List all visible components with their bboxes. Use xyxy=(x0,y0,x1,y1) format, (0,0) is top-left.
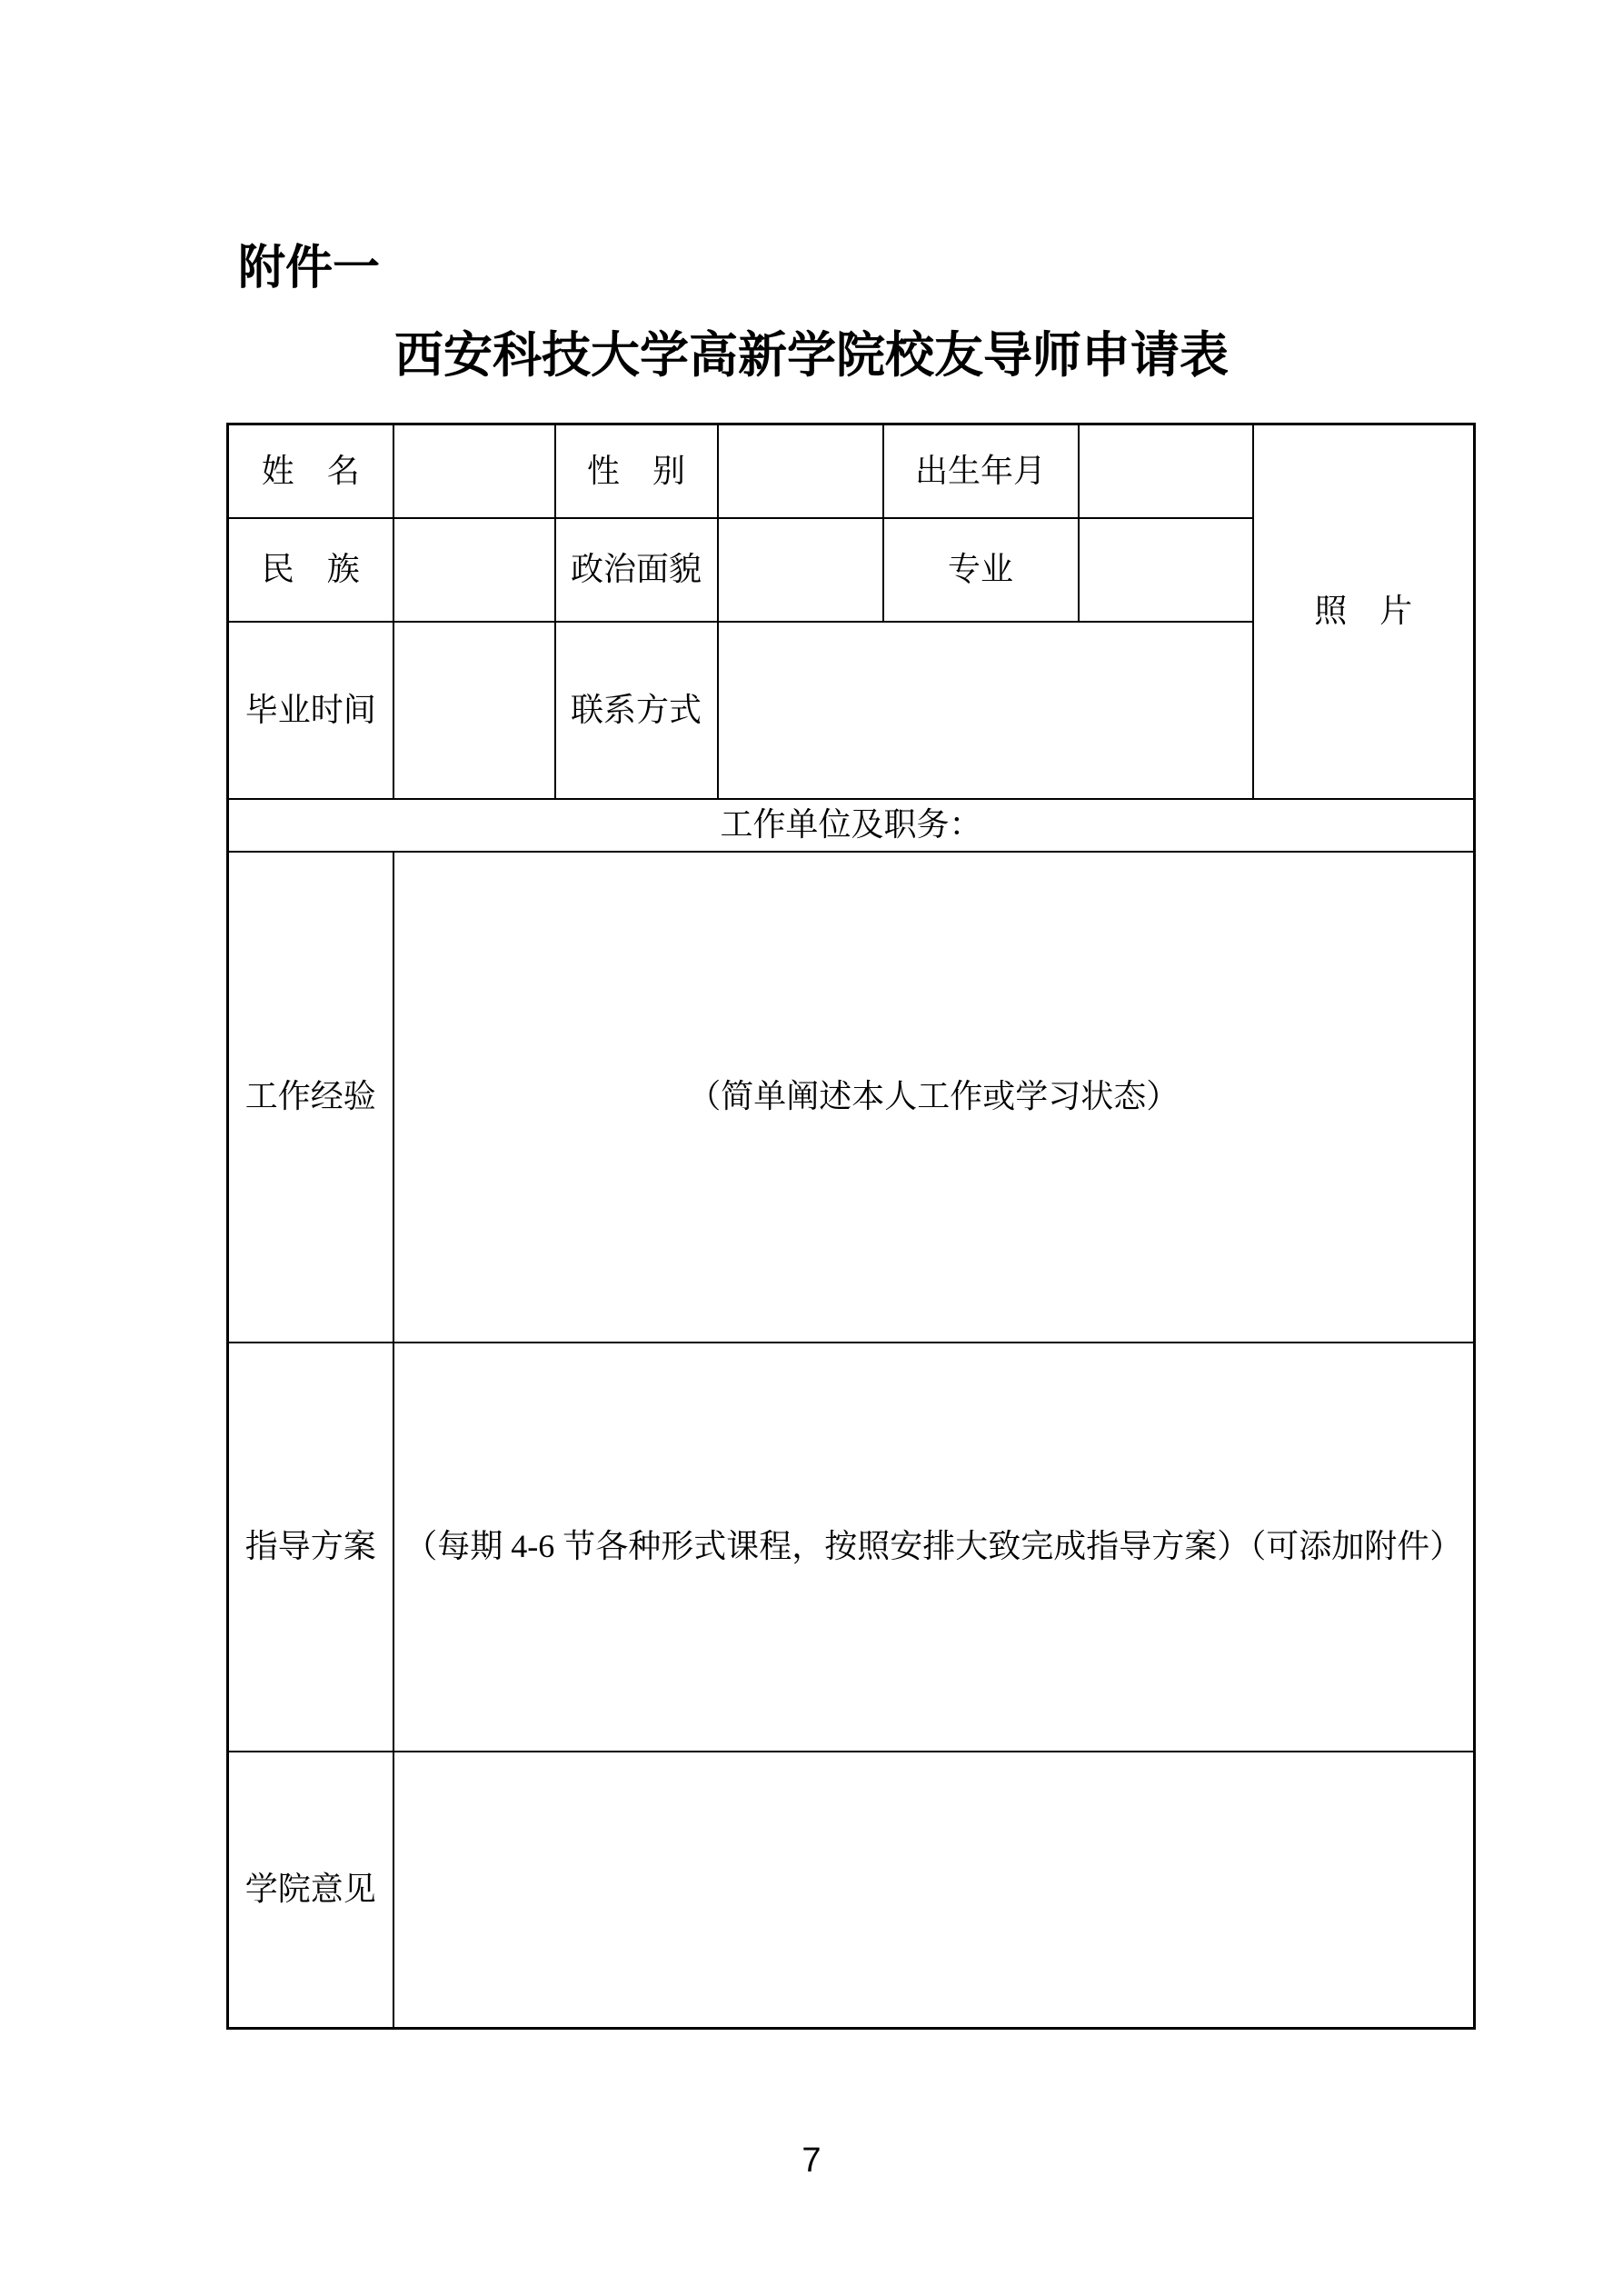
table-row xyxy=(228,424,1475,518)
name-label: 姓 名 xyxy=(228,424,393,518)
ethnicity-label: 民 族 xyxy=(228,518,393,622)
page-number: 7 xyxy=(802,2141,821,2180)
gender-label: 性 别 xyxy=(555,424,718,518)
form-title: 西安科技大学高新学院校友导师申请表 xyxy=(394,328,1229,383)
graduation-time-label: 毕业时间 xyxy=(228,622,393,799)
work-unit-position-cell[interactable]: 工作单位及职务： xyxy=(228,799,1475,852)
mentoring-plan-input-cell[interactable]: （每期 4-6 节各种形式课程，按照安排大致完成指导方案）（可添加附件） xyxy=(393,1343,1475,1752)
name-input-cell[interactable] xyxy=(393,424,555,518)
application-form-table xyxy=(226,423,1476,2030)
mentoring-plan-label: 指导方案 xyxy=(228,1343,393,1752)
work-experience-label: 工作经验 xyxy=(228,852,393,1343)
political-status-label: 政治面貌 xyxy=(555,518,718,622)
contact-input-cell[interactable] xyxy=(718,622,1253,799)
ethnicity-input-cell[interactable] xyxy=(393,518,555,622)
table-row xyxy=(228,1752,1475,2029)
gender-input-cell[interactable] xyxy=(718,424,883,518)
political-status-input-cell[interactable] xyxy=(718,518,883,622)
birth-date-label: 出生年月 xyxy=(883,424,1079,518)
work-experience-input-cell[interactable]: （简单阐述本人工作或学习状态） xyxy=(393,852,1475,1343)
contact-label: 联系方式 xyxy=(555,622,718,799)
table-row xyxy=(228,852,1475,1343)
major-label: 专业 xyxy=(883,518,1079,622)
graduation-time-input-cell[interactable] xyxy=(393,622,555,799)
major-input-cell[interactable] xyxy=(1079,518,1253,622)
photo-cell: 照 片 xyxy=(1253,424,1475,799)
table-row xyxy=(228,799,1475,852)
college-opinion-label: 学院意见 xyxy=(228,1752,393,2029)
birth-date-input-cell[interactable] xyxy=(1079,424,1253,518)
table-row xyxy=(228,1343,1475,1752)
college-opinion-input-cell[interactable] xyxy=(393,1752,1475,2029)
attachment-heading: 附件一 xyxy=(238,242,381,294)
